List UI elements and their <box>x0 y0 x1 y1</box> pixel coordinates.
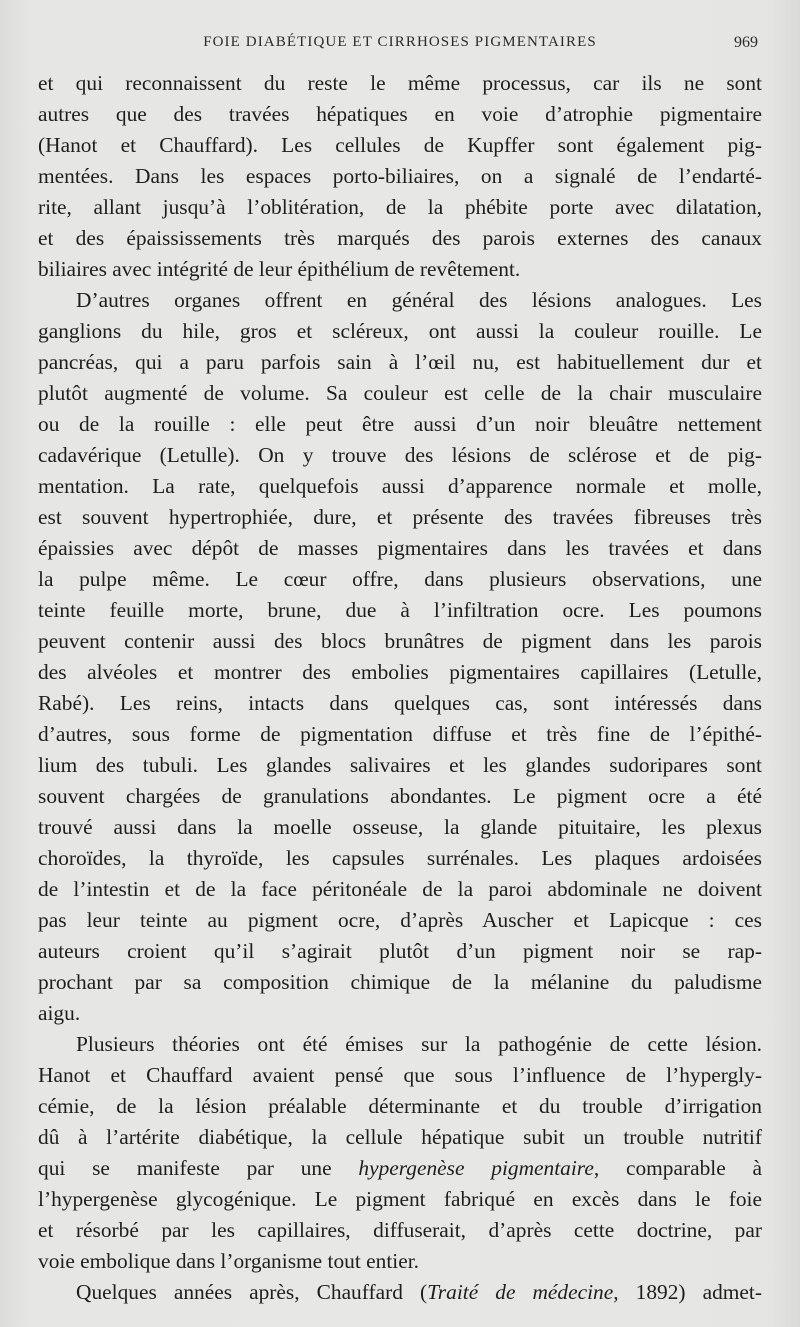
text-line: autres que des travées hépatiques en voie d’atrophie pigmentaire <box>38 102 762 126</box>
text-line: ou de la rouille : elle peut être aussi d’un noir bleuâtre nettement <box>38 412 762 436</box>
text-line: choroïdes, la thyroïde, les capsules surrénales. Les plaques ardoisées <box>38 846 762 870</box>
text-line: et qui reconnaissent du reste le même processus, car ils ne sont <box>38 71 762 95</box>
text-line: l’hypergenèse glycogénique. Le pigment fabriqué en excès dans le foie <box>38 1187 762 1211</box>
running-title: FOIE DIABÉTIQUE ET CIRRHOSES PIGMENTAIRES <box>203 34 597 50</box>
text-line: peuvent contenir aussi des blocs brunâtres de pigment dans les parois <box>38 629 762 653</box>
text-line: voie embolique dans l’organisme tout entier. <box>38 1249 419 1273</box>
running-head <box>38 34 762 58</box>
text-line: plutôt augmenté de volume. Sa couleur est celle de la chair musculaire <box>38 381 762 405</box>
text-line: qui se manifeste par une hypergenèse pigmentaire, comparable à <box>38 1156 762 1180</box>
paragraph <box>38 68 762 285</box>
body-text <box>38 68 762 1308</box>
text-line: Hanot et Chauffard avaient pensé que sous l’influence de l’hypergly- <box>38 1063 762 1087</box>
italic-term: hypergenèse pigmentaire <box>358 1156 594 1180</box>
text-line: lium des tubuli. Les glandes salivaires et les glandes sudoripares sont <box>38 753 762 777</box>
text-line: prochant par sa composition chimique de la mélanine du paludisme <box>38 970 762 994</box>
text-line: aigu. <box>38 1001 81 1025</box>
text-line: trouvé aussi dans la moelle osseuse, la glande pituitaire, les plexus <box>38 815 762 839</box>
text-line: D’autres organes offrent en général des lésions analogues. Les <box>76 288 762 312</box>
text-line: teinte feuille morte, brune, due à l’infiltration ocre. Les poumons <box>38 598 762 622</box>
text-line: Rabé). Les reins, intacts dans quelques cas, sont intéressés dans <box>38 691 762 715</box>
text-line: mentation. La rate, quelquefois aussi d’apparence normale et molle, <box>38 474 762 498</box>
text-line: est souvent hypertrophiée, dure, et présente des travées fibreuses très <box>38 505 762 529</box>
text-line: et des épaississements très marqués des parois externes des canaux <box>38 226 762 250</box>
text-line: et résorbé par les capillaires, diffuserait, d’après cette doctrine, par <box>38 1218 762 1242</box>
text-line: (Hanot et Chauffard). Les cellules de Kupffer sont également pig- <box>38 133 762 157</box>
text-line: mentées. Dans les espaces porto-biliaires, on a signalé de l’endarté- <box>38 164 762 188</box>
text-line: d’autres, sous forme de pigmentation diffuse et très fine de l’épithé- <box>38 722 762 746</box>
text-line: Quelques années après, Chauffard (Traité de médecine, 1892) admet- <box>76 1280 762 1304</box>
text-line: des alvéoles et montrer des embolies pigmentaires capillaires (Letulle, <box>38 660 762 684</box>
page-number: 969 <box>734 34 758 51</box>
text-line: pancréas, qui a paru parfois sain à l’œil nu, est habituellement dur et <box>38 350 762 374</box>
paragraph <box>38 285 762 1029</box>
paragraph <box>38 1277 762 1308</box>
text-line: Plusieurs théories ont été émises sur la pathogénie de cette lésion. <box>76 1032 762 1056</box>
text-line: souvent chargées de granulations abondantes. Le pigment ocre a été <box>38 784 762 808</box>
text-line: cémie, de la lésion préalable déterminante et du trouble d’irrigation <box>38 1094 762 1118</box>
text-line: ganglions du hile, gros et scléreux, ont aussi la couleur rouille. Le <box>38 319 762 343</box>
text-line: auteurs croient qu’il s’agirait plutôt d’un pigment noir se rap- <box>38 939 762 963</box>
text-line: rite, allant jusqu’à l’oblitération, de la phébite porte avec dilatation, <box>38 195 762 219</box>
text-line: la pulpe même. Le cœur offre, dans plusieurs observations, une <box>38 567 762 591</box>
paragraph <box>38 1029 762 1277</box>
italic-term: Traité de médecine <box>427 1280 614 1304</box>
text-line: pas leur teinte au pigment ocre, d’après Auscher et Lapicque : ces <box>38 908 762 932</box>
text-line: de l’intestin et de la face péritonéale de la paroi abdominale ne doivent <box>38 877 762 901</box>
text-line: dû à l’artérite diabétique, la cellule hépatique subit un trouble nutritif <box>38 1125 762 1149</box>
text-line: cadavérique (Letulle). On y trouve des lésions de sclérose et de pig- <box>38 443 762 467</box>
text-line: biliaires avec intégrité de leur épithélium de revêtement. <box>38 257 521 281</box>
text-line: épaissies avec dépôt de masses pigmentaires dans les travées et dans <box>38 536 762 560</box>
